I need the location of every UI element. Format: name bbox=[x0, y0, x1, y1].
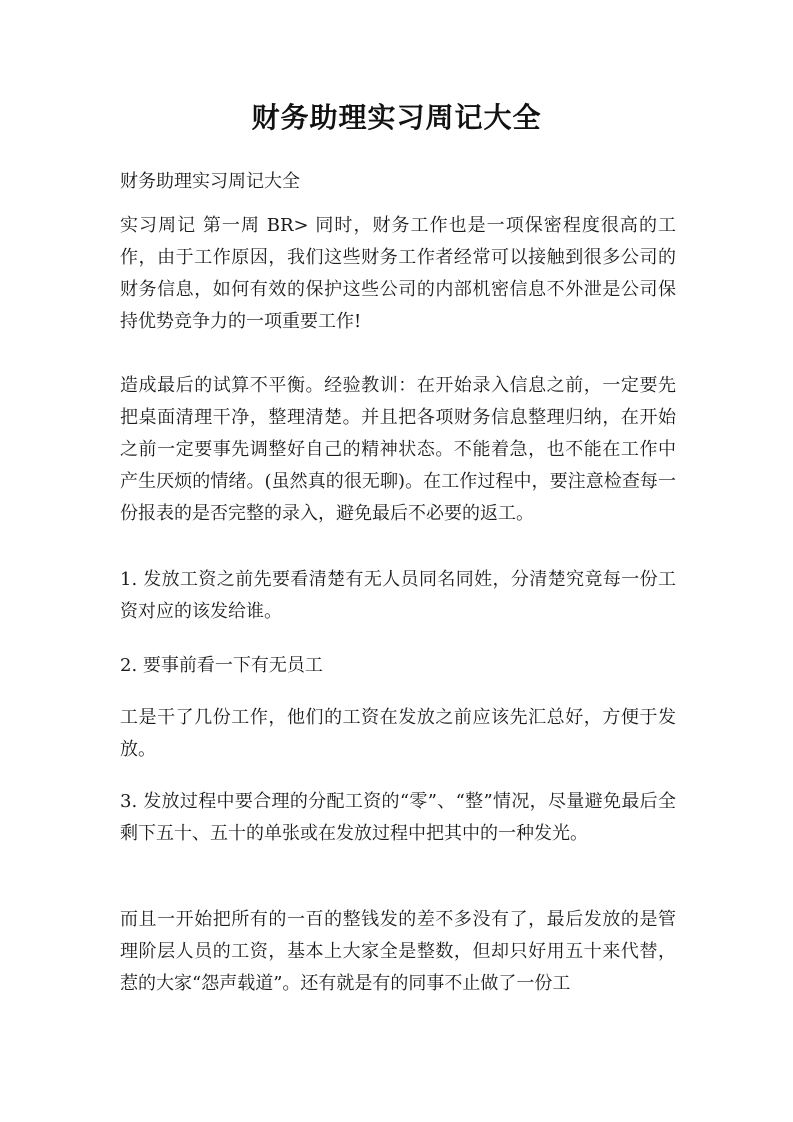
document-subtitle: 财务助理实习周记大全 bbox=[120, 171, 300, 192]
paragraph-item-1: 1. 发放工资之前先要看清楚有无人员同名同姓，分清楚究竟每一份工资对应的该发给谁。 bbox=[120, 569, 676, 622]
document-title: 财务助理实习周记大全 bbox=[251, 101, 542, 134]
paragraph-weekly-intro: 实习周记 第一周 BR> 同时，财务工作也是一项保密程度很高的工作，由于工作原因，我们这些财务工作者经常可以接触到很多公司的财务信息，如何有效的保护这些公司的内部机密信息不外泄是公司保持优势竞争力的一项重要工作! bbox=[120, 215, 676, 332]
paragraph-lessons: 造成最后的试算不平衡。经验教训：在开始录入信息之前，一定要先把桌面清理干净，整理清楚。并且把各项财务信息整理归纳，在开始之前一定要事先调整好自己的精神状态。不能着急，也不能在工作中产生厌烦的情绪。(虽然真的很无聊)。在工作过程中，要注意检查每一份报表的是否完整的录入，避免最后不必要的返工。 bbox=[120, 375, 676, 524]
paragraph-closing: 而且一开始把所有的一百的整钱发的差不多没有了，最后发放的是管理阶层人员的工资，基本上大家全是整数，但却只好用五十来代替，惹的大家“怨声载道”。还有就是有的同事不止做了一份工 bbox=[120, 909, 676, 994]
paragraph-item-2: 2. 要事前看一下有无员工 bbox=[120, 655, 323, 676]
paragraph-item-2-continued: 工是干了几份工作，他们的工资在发放之前应该先汇总好，方便于发放。 bbox=[120, 707, 676, 760]
paragraph-item-3: 3. 发放过程中要合理的分配工资的“零”、“整”情况，尽量避免最后全剩下五十、五十的单张或在发放过程中把其中的一种发光。 bbox=[120, 791, 676, 844]
